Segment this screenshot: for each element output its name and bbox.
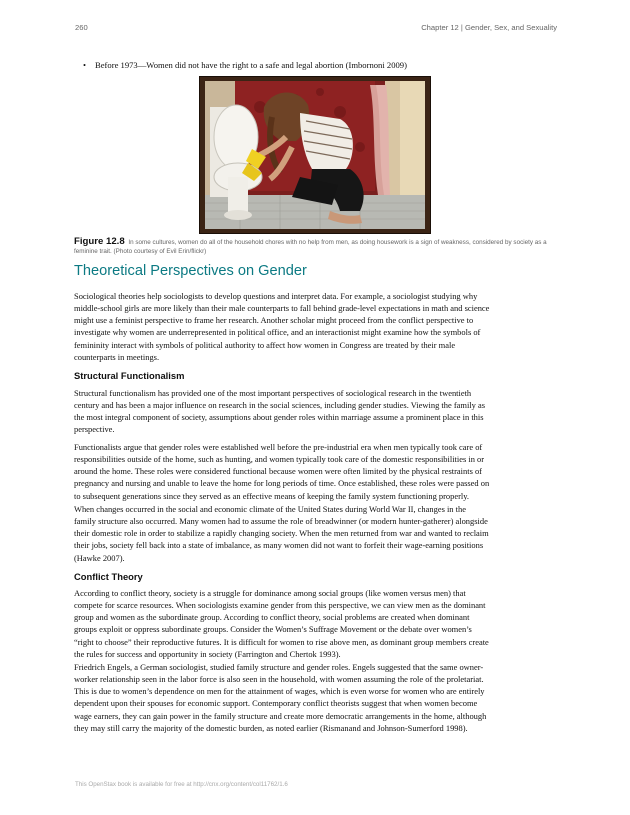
figure-photo: [199, 76, 431, 234]
text-line: the rules for success and opportunity in society (Farrington and Chertok 1993).: [74, 648, 341, 659]
page-number: 260: [75, 23, 88, 32]
conflict-paragraph-2: [74, 661, 564, 734]
text-line: counterparts in meetings.: [74, 351, 160, 362]
text-line: compete for scarce resources. When sociologists examine gender from this perspective, we can view men as the dominant: [74, 600, 486, 611]
text-line: century and has been a major influence on research in the social sciences, including gender studies. Viewing the family as: [74, 400, 485, 411]
text-line: Functionalists argue that gender roles were established well before the pre-industrial era when men typically took care of: [74, 442, 483, 452]
text-line: group and women as the subordinate group. According to conflict theory, social problems are created when dominant: [74, 612, 470, 623]
section-title: Theoretical Perspectives on Gender: [74, 263, 307, 279]
text-line: When changes occurred in the social and economic climate of the United States during World War II, changes in the: [74, 504, 466, 514]
figure-label: Figure 12.8: [74, 236, 125, 247]
text-line: dependent upon their spouses for economic support. Contemporary conflict theorists suggest that when women become: [74, 698, 478, 709]
conflict-theory-heading: Conflict Theory: [74, 571, 143, 582]
text-line: groups exploit or oppress subordinate groups. Consider the Women’s Suffrage Movement or the debate over women’s: [74, 624, 472, 635]
housework-photo: [200, 77, 430, 233]
structural-paragraph-3: [74, 503, 564, 564]
page-footer: This OpenStax book is available for free at http://cnx.org/content/col11762/1.6: [75, 781, 288, 788]
text-line: investigate why women are underrepresented in political office, and an interactionist might examine how the symbols of: [74, 327, 481, 338]
figure-caption: [74, 237, 562, 256]
text-line: family structure also occurred. Many women had to assume the role of breadwinner (or modern hunter-gatherer) alongside: [74, 516, 488, 527]
bullet-dot-icon: •: [83, 60, 87, 70]
text-line: middle-school girls are more likely than their male counterparts to fall behind grade-level expectations in math and science: [74, 303, 490, 314]
text-line: According to conflict theory, society is a struggle for dominance among social groups (like women versus men) that: [74, 588, 466, 598]
text-line: Structural functionalism has provided one of the most important perspectives of sociological research in the twentieth: [74, 388, 472, 398]
text-line: perspective.: [74, 424, 115, 435]
text-line: they may still carry the majority of the domestic burden, as noted earlier (Rismanand and Johnson-Sumerford 1998).: [74, 722, 468, 733]
structural-paragraph-1: [74, 387, 564, 436]
chapter-title: Chapter 12 | Gender, Sex, and Sexuality: [421, 23, 557, 32]
figure-caption-text: In some cultures, women do all of the household chores with no help from men, as doing housework is a sign of weakness, considered by society as a feminine trait. (Photo courtesy of Evil Erin/flickr): [74, 239, 547, 255]
text-line: pregnancy and nursing and unable to leave the home for long periods of time. Once established, these roles were passed on: [74, 478, 490, 489]
text-line: Sociological theories help sociologists to develop questions and interpret data. For example, a sociologist studying why: [74, 291, 478, 301]
structural-functionalism-heading: Structural Functionalism: [74, 370, 185, 381]
text-line: around the home. These roles were considered functional because women were often limited by the physical restraints of: [74, 466, 482, 477]
text-line: to subsequent generations since they served as an effective means of keeping the family system functioning properly.: [74, 490, 470, 501]
text-line: wage earners, they can gain power in the family structure and create more democratic arrangements in the home, although: [74, 710, 487, 721]
structural-paragraph-2: [74, 441, 564, 502]
running-header: [75, 23, 557, 35]
text-line: This is due to women’s dependence on men for the attainment of wages, which is even worse for women who are entirely: [74, 686, 485, 697]
text-line: (Hawke 2007).: [74, 552, 125, 563]
text-line: the most integral component of society, assumptions about gender roles within marriage assume a prominent place in this: [74, 412, 484, 423]
text-line: worker relationship seen in the labor force is also seen in the household, with women assuming the role of the proletariat.: [74, 674, 484, 685]
text-line: might use a feminist perspective to frame her research. Another scholar might proceed from the conflict perspective to: [74, 315, 474, 326]
conflict-paragraph-1: [74, 587, 564, 660]
text-line: femininity interact with symbols of political authority to affect how women in Congress are treated by their male: [74, 339, 456, 350]
text-line: their jobs, society fell back into a state of imbalance, as many women did not want to forfeit their wage-earning positions: [74, 540, 484, 551]
text-line: responsibilities outside of the home, such as hunting, and women typically took care of the domestic responsibilities in or: [74, 454, 485, 465]
text-line: “right to choose” their reproductive futures. It is difficult for women to rise above men, as dominant group members create: [74, 636, 489, 647]
bullet-text: Before 1973—Women did not have the right to a safe and legal abortion (Imbornoni 2009): [95, 60, 407, 70]
text-line: Friedrich Engels, a German sociologist, studied family structure and gender roles. Engels suggested that the same owner-: [74, 662, 484, 672]
text-line: their domestic role in order to stabilize a rapidly changing society. When the men returned from war and wanted to reclaim: [74, 528, 489, 539]
intro-paragraph: [74, 290, 564, 363]
